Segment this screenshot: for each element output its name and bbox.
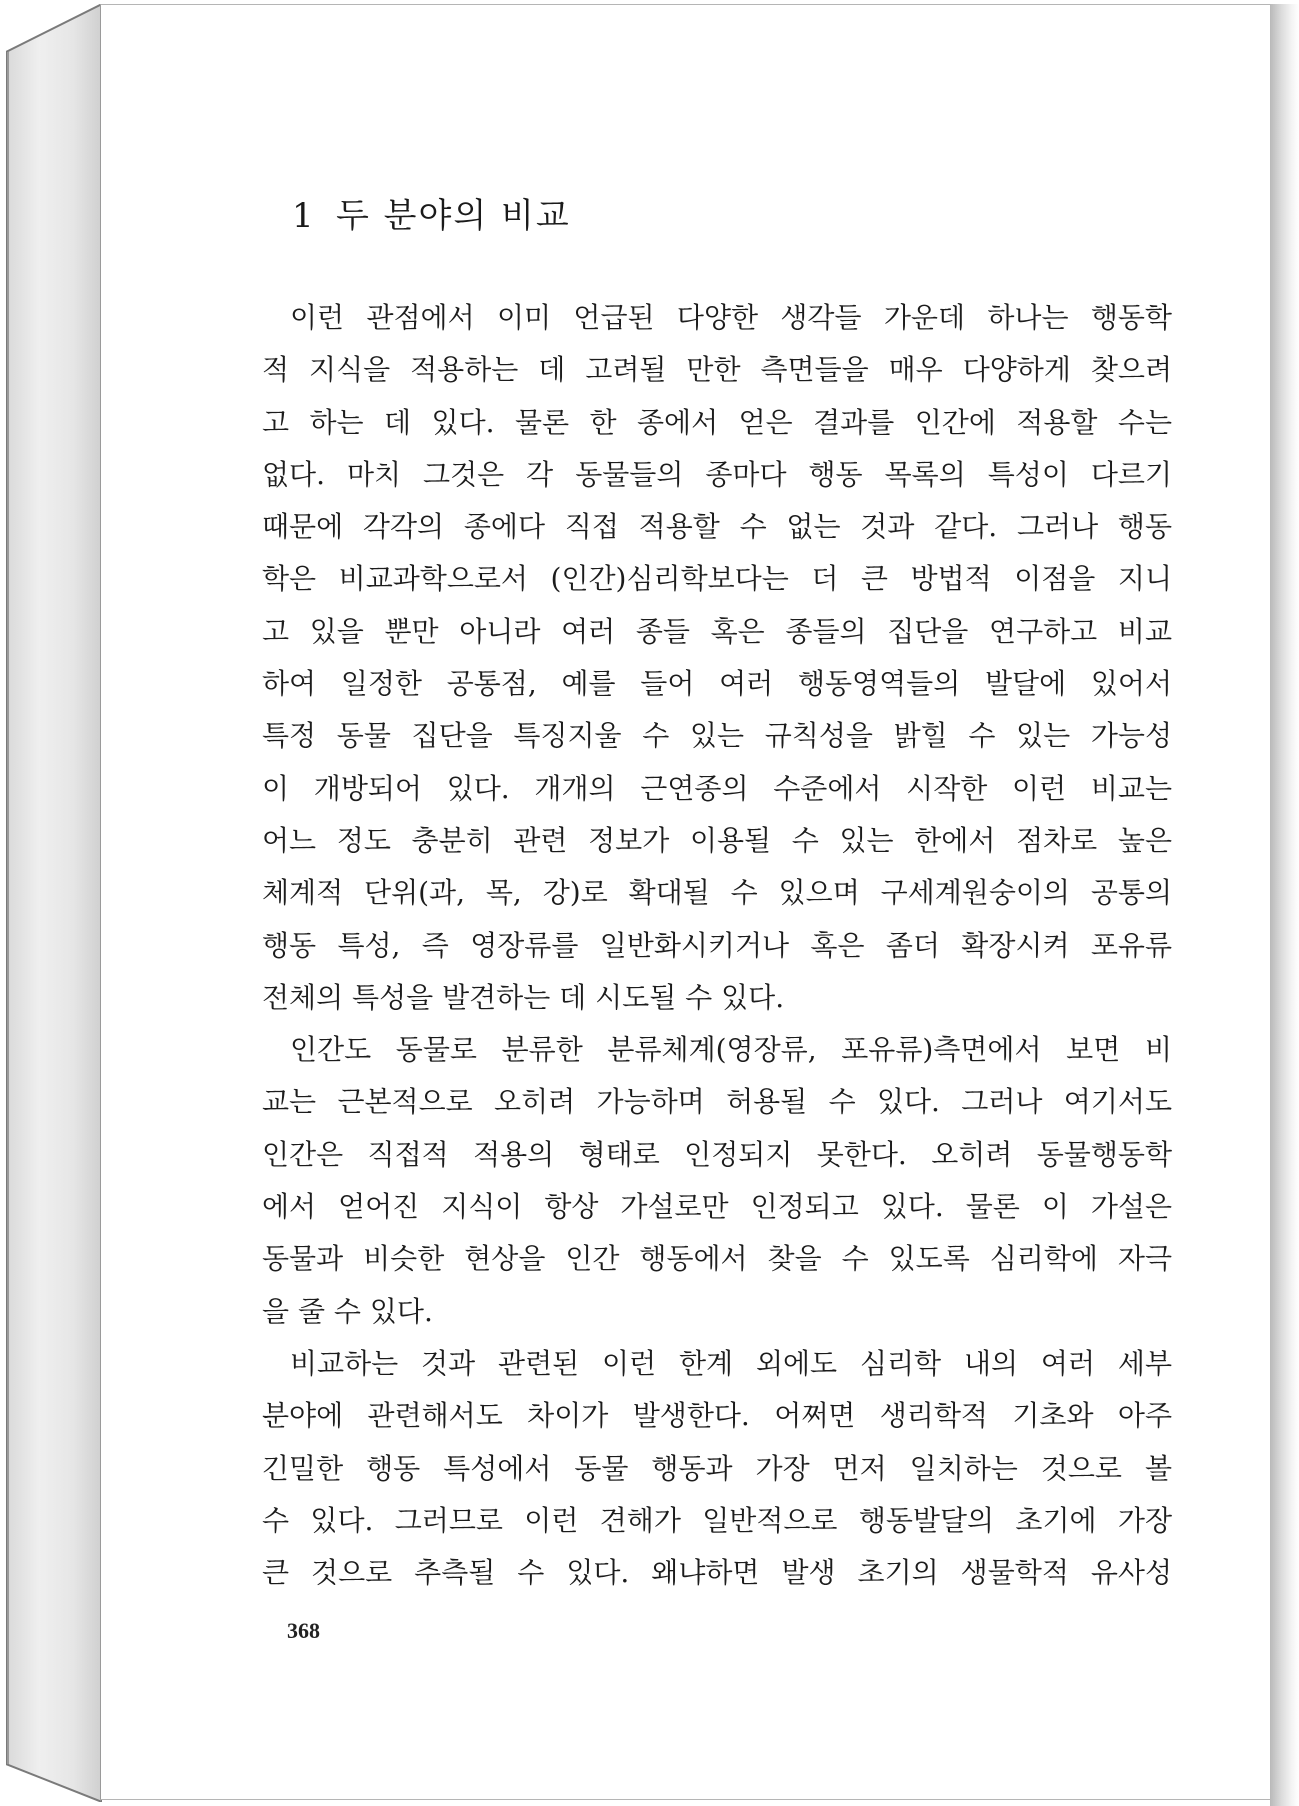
text-line: 긴밀한 행동 특성에서 동물 행동과 가장 먼저 일치하는 것으로 볼 — [262, 1451, 1172, 1485]
text-line: 체계적 단위(과, 목, 강)로 확대될 수 있으며 구세계원숭이의 공통의 — [262, 876, 1172, 910]
section-title: 두 분야의 비교 — [336, 196, 571, 236]
text-line: 을 줄 수 있다. — [262, 1294, 433, 1328]
paragraph — [262, 1024, 1172, 1338]
section-heading — [292, 188, 571, 237]
text-line: 교는 근본적으로 오히려 가능하며 허용될 수 있다. 그러나 여기서도 — [262, 1085, 1172, 1119]
page-number: 368 — [287, 1618, 320, 1643]
text-line: 어느 정도 충분히 관련 정보가 이용될 수 있는 한에서 점차로 높은 — [262, 823, 1172, 857]
text-line: 인간은 직접적 적용의 형태로 인정되지 못한다. 오히려 동물행동학 — [262, 1137, 1172, 1171]
text-line: 학은 비교과학으로서 (인간)심리학보다는 더 큰 방법적 이점을 지니 — [262, 562, 1172, 596]
text-line: 에서 얻어진 지식이 항상 가설로만 인정되고 있다. 물론 이 가설은 — [262, 1190, 1172, 1224]
text-line: 인간도 동물로 분류한 분류체계(영장류, 포유류)측면에서 보면 비 — [290, 1033, 1172, 1067]
text-line: 고 있을 뿐만 아니라 여러 종들 혹은 종들의 집단을 연구하고 비교 — [262, 614, 1172, 648]
text-line: 분야에 관련해서도 차이가 발생한다. 어쩌면 생리학적 기초와 아주 — [262, 1399, 1172, 1433]
book-shadow — [1270, 4, 1299, 1806]
text-line: 이런 관점에서 이미 언급된 다양한 생각들 가운데 하나는 행동학 — [290, 301, 1172, 334]
text-line: 동물과 비슷한 현상을 인간 행동에서 찾을 수 있도록 심리학에 자극 — [262, 1242, 1172, 1276]
text-line: 때문에 각각의 종에다 직접 적용할 수 없는 것과 같다. 그러나 행동 — [262, 510, 1172, 544]
body-text — [262, 292, 1172, 1599]
section-number: 1 — [292, 196, 316, 236]
text-line: 없다. 마치 그것은 각 동물들의 종마다 행동 목록의 특성이 다르기 — [262, 457, 1172, 491]
paragraph — [262, 292, 1172, 1024]
paragraph — [262, 1338, 1172, 1599]
book-side-face — [6, 4, 102, 1802]
text-line: 고 하는 데 있다. 물론 한 종에서 얻은 결과를 인간에 적용할 수는 — [262, 405, 1172, 439]
text-line: 특정 동물 집단을 특징지울 수 있는 규칙성을 밝힐 수 있는 가능성 — [262, 719, 1172, 753]
text-line: 행동 특성, 즉 영장류를 일반화시키거나 혹은 좀더 확장시켜 포유류 — [262, 928, 1172, 962]
text-line: 이 개방되어 있다. 개개의 근연종의 수준에서 시작한 이런 비교는 — [262, 771, 1172, 805]
text-line: 큰 것으로 추측될 수 있다. 왜냐하면 발생 초기의 생물학적 유사성 — [262, 1556, 1172, 1590]
text-line: 비교하는 것과 관련된 이런 한계 외에도 심리학 내의 여러 세부 — [290, 1346, 1172, 1380]
text-line: 적 지식을 적용하는 데 고려될 만한 측면들을 매우 다양하게 찾으려 — [262, 353, 1172, 387]
text-line: 수 있다. 그러므로 이런 견해가 일반적으로 행동발달의 초기에 가장 — [262, 1503, 1172, 1537]
text-line: 전체의 특성을 발견하는 데 시도될 수 있다. — [262, 980, 785, 1014]
text-line: 하여 일정한 공통점, 예를 들어 여러 행동영역들의 발달에 있어서 — [262, 667, 1172, 701]
